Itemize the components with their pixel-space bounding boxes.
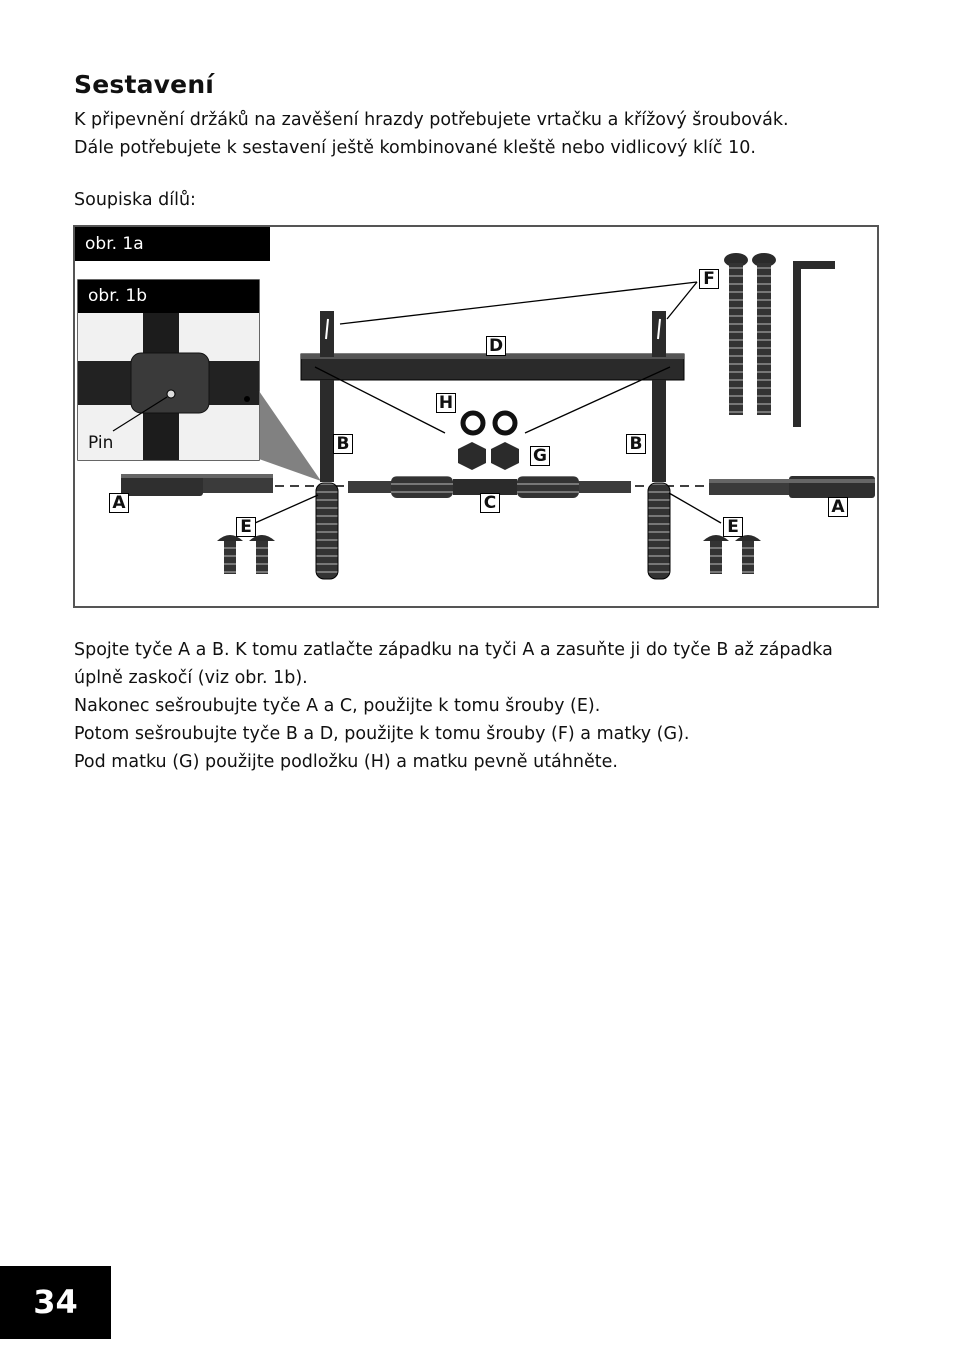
label-a-left: A (109, 493, 129, 513)
label-b-right: B (626, 434, 646, 454)
figure-1b-tag: obr. 1b (78, 280, 259, 313)
rod-a-left (121, 474, 273, 496)
label-c: C (480, 493, 500, 513)
step-line: Nakonec sešroubujte tyče A a C, použijte k tomu šrouby (E). (74, 696, 601, 716)
intro-paragraph (74, 106, 789, 162)
label-d: D (486, 336, 506, 356)
label-a-right: A (828, 497, 848, 517)
intro-line: K připevnění držáků na zavěšení hrazdy potřebujete vrtačku a křížový šroubovák. (74, 110, 789, 130)
nuts-g (458, 442, 519, 470)
rod-a-right (709, 476, 875, 498)
step-line: Pod matku (G) použijte podložku (H) a matku pevně utáhněte. (74, 752, 618, 772)
label-e-left: E (236, 517, 256, 537)
parts-list-label: Soupiska dílů: (74, 190, 196, 210)
intro-line: Dále potřebujete k sestavení ještě kombinované kleště nebo vidlicový klíč 10. (74, 138, 756, 158)
washers-h (463, 413, 515, 433)
figure-1a-tag: obr. 1a (75, 227, 270, 261)
screws-e-right (703, 535, 761, 574)
assembly-figure (73, 225, 879, 608)
page-number: 34 (0, 1266, 111, 1339)
screws-f (724, 253, 776, 415)
post-b-right (648, 311, 670, 579)
label-f: F (699, 269, 719, 289)
label-b-left: B (333, 434, 353, 454)
step-line: Spojte tyče A a B. K tomu zatlačte západku na tyči A a zasuňte ji do tyče B až západka (74, 640, 833, 660)
label-h: H (436, 393, 456, 413)
hex-key (793, 261, 835, 427)
assembly-steps (74, 636, 833, 776)
pin-label: Pin (88, 433, 114, 453)
page-title: Sestavení (74, 70, 215, 99)
label-e-right: E (723, 517, 743, 537)
step-line: úplně zaskočí (viz obr. 1b). (74, 668, 308, 688)
step-line: Potom sešroubujte tyče B a D, použijte k tomu šrouby (F) a matky (G). (74, 724, 690, 744)
inset-connector (259, 391, 321, 481)
label-g: G (530, 446, 550, 466)
screws-e-left (217, 535, 275, 574)
